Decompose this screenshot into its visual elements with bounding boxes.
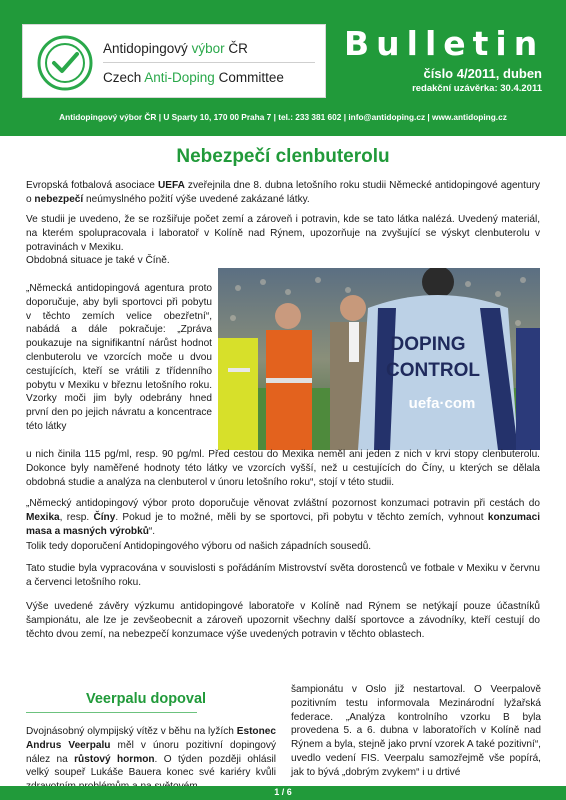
anti-doping-emblem-icon	[37, 35, 93, 91]
article-title: Nebezpečí clenbuterolu	[176, 146, 390, 167]
vest-logo-uefa: uefa·com	[408, 395, 476, 412]
veerpalu-right-column: šampionátu v Oslo již nestartoval. O Veerpalově pozitivním testu informovala Mezinárodní lyžařská federace. „Analýza kontrolního vzorku B byla provedena 5. a 6. dubna v laboratořích v Kolíně nad Rýnem a byla, stejně jako první vzorek A také pozitivní“, uvedlo vedení FIS. Veerpalu samozřejmě vše popírá, jak to bývá „dobrým zvykem“ i u drtivé	[291, 684, 541, 778]
footer-bar	[0, 786, 566, 800]
header-banner	[0, 0, 566, 136]
editorial-deadline: redakční uzávěrka: 30.4.2011	[412, 83, 542, 94]
bulletin-title: Bulletin	[344, 24, 545, 63]
paragraph-5: Tolik tedy doporučení Antidopingového výboru od našich západních sousedů.	[26, 541, 372, 552]
veerpalu-left-column: Dvojnásobný olympijský vítěz v běhu na lyžích Estonec Andrus Veerpalu měl v únoru pozitivní dopingový nález na růstový hormon. O týden později ohlásil velký soupeř Lukáše Bauera konec své kariéry kvůli	[26, 726, 276, 779]
paragraph-7: Výše uvedené závěry výzkumu antidopingové laboratoře v Kolíně nad Rýnem se netýkají pouze účastníků šampionátu, ale lze je zevšeobecnit a zároveň upozornit všechny další sportovce a závodníky, kteří cestují do těchto dvou zemí, na nebezpečí konzumace výše uvedených potravin v těchto oblastech.	[26, 601, 540, 640]
stadium-scene-image	[218, 268, 540, 450]
paragraph-4: „Německý antidopingový výbor proto doporučuje věnovat zvláštní pozornost konzumaci potravin při cestách do Mexika, resp. Číny. Pokud je to možné, měli by se sportovci, při pobytu v těchto zemích, vyhnout konzumaci masa a masných výrobků“.	[26, 498, 540, 537]
page-number: 1 / 6	[274, 787, 292, 797]
paragraph-2: Ve studii je uvedeno, že se rozšiřuje počet zemí a zároveň i potravin, kde se tato látka nalézá. Uvedený materiál, na kterém spolupracovala i laboratoř v Kolíně nad Rýnem, upozorňuje na zvyšující se výskyt clenbuterolu v potravinách v Mexiku.	[26, 214, 540, 253]
logo-name-czech: Antidopingový výbor ČR	[103, 41, 248, 56]
logo-divider	[103, 62, 315, 63]
paragraph-6: Tato studie byla vypracována v souvislosti s pořádáním Mistrovství světa dorostenců ve fotbale v Mexiku v červnu a červenci letošního roku.	[26, 563, 540, 588]
contact-line: Antidopingový výbor ČR | U Sparty 10, 170 00 Praha 7 | tel.: 233 381 602 | info@antidoping.cz | www.antidoping.cz	[59, 112, 507, 122]
section-title-veerpalu: Veerpalu dopoval	[86, 691, 207, 707]
section-title-underline	[26, 712, 197, 713]
paragraph-1: Evropská fotbalová asociace UEFA zveřejnila dne 8. dubna letošního roku studii Německé antidopingové agentury o nebezpečí neúmyslného požití výše uvedené zakázané látky.	[26, 180, 540, 205]
paragraph-2-tail: Obdobná situace je také v Číně.	[26, 255, 170, 266]
doping-control-photo	[218, 268, 540, 450]
logo-name-english: Czech Anti-Doping Committee	[103, 70, 284, 85]
vest-text-control: CONTROL	[386, 360, 480, 381]
paragraph-3-quote: „Německá antidopingová agentura proto doporučuje, aby byli sportovci při pobytu v těchto zemích velice obezřetní“, nabádá a dále pokračuje: „Zpráva poukazuje na signifikantní nárůst hodnot clenbuterolu ve vzorcích moče u dvou cestujících, kteří se vrátili z třídenního pobytu v Mexiku v březnu letošního roku. Vzorky moči jim byly odebrány hned první den po jejich návratu a koncentrace této látky	[26, 283, 212, 432]
paragraph-3-continued: u nich činila 115 pg/ml, resp. 90 pg/ml. Před cestou do Mexika neměl ani jeden z nich v krvi stopy clenbuterolu. Dokonce byly naměřené hodnoty této látky ve vzorcích vyšší, než u cestujících do Číny, u kterých se dělala obdobná studie a analýza na clenbuterol v únoru letošního roku“, stojí v této studii.	[26, 449, 540, 488]
logo	[22, 24, 326, 98]
issue-number: číslo 4/2011, duben	[423, 66, 542, 81]
vest-text-doping: DOPING	[390, 334, 466, 355]
